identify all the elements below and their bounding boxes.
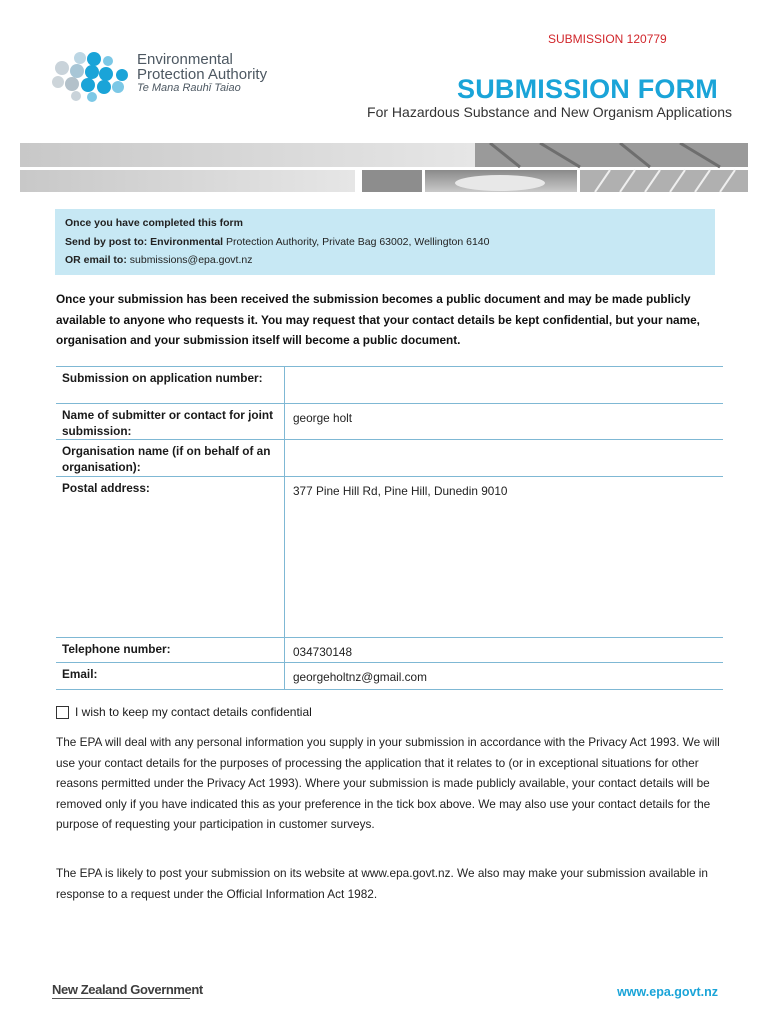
application-number-label: Submission on application number: — [56, 367, 285, 404]
confidential-checkbox-label: I wish to keep my contact details confidential — [75, 705, 312, 719]
privacy-paragraph: The EPA will deal with any personal information you supply in your submission in accordance with the Privacy Act 1993. We will use your contact details for the purposes of processing the application that it relates to (or in exceptional situations for other reasons permitted under the Privacy Act 1993). Where your submission is made publicly available, your contact details will be removed only if you have indicated this as your preference in the tick box above. We may also use your contact details for the purpose of requesting your participation in customer surveys. — [56, 735, 720, 831]
organisation-label: Organisation name (if on behalf of an organisation): — [56, 440, 285, 477]
submission-instructions-box — [55, 209, 715, 275]
email-instructions — [65, 254, 252, 266]
nz-government-logo: New Zealand Government — [52, 982, 203, 997]
row-application-number — [56, 367, 723, 404]
application-number-field[interactable] — [285, 367, 724, 404]
org-name-line2: Protection Authority — [137, 66, 268, 83]
submission-id: SUBMISSION 120779 — [548, 32, 667, 46]
form-subtitle: For Hazardous Substance and New Organism Applications — [367, 104, 732, 120]
submitter-name-label: Name of submitter or contact for joint submission: — [56, 404, 285, 440]
telephone-field[interactable]: 034730148 — [285, 638, 724, 663]
postal-address-field[interactable]: 377 Pine Hill Rd, Pine Hill, Dunedin 9010 — [285, 477, 724, 638]
email-address: submissions@epa.govt.nz — [126, 254, 253, 266]
row-postal-address — [56, 477, 723, 638]
website-paragraph: The EPA is likely to post your submission on its website at www.epa.govt.nz. We also may make your submission available in response to a request under the Official Information Act 1982. — [56, 866, 708, 901]
postal-address-label: Postal address: — [56, 477, 285, 638]
row-telephone — [56, 638, 723, 663]
epa-wordmark — [137, 52, 267, 94]
instructions-heading: Once you have completed this form — [65, 217, 243, 229]
confidential-checkbox[interactable] — [56, 706, 69, 719]
epa-website-link[interactable]: www.epa.govt.nz — [617, 985, 718, 999]
email-field[interactable]: georgeholtnz@gmail.com — [285, 663, 724, 690]
organisation-field[interactable] — [285, 440, 724, 477]
telephone-label: Telephone number: — [56, 638, 285, 663]
post-instructions — [65, 236, 489, 248]
public-document-notice: Once your submission has been received the submission becomes a public document and may be made publicly available to anyone who requests it. You may request that your contact details be kept confidential, but your name, organisation and your submission itself will become a public document. — [56, 292, 700, 347]
post-address: Protection Authority, Private Bag 63002, Wellington 6140 — [223, 236, 490, 248]
post-label: Send by post to: Environmental — [65, 236, 224, 248]
form-title: SUBMISSION FORM — [456, 74, 718, 104]
email-label: OR email to: — [65, 254, 127, 266]
email-label-cell: Email: — [56, 663, 285, 690]
row-email — [56, 663, 723, 690]
org-name-maori: Te Mana Rauhī Taiao — [137, 82, 241, 94]
banner-image-strip — [20, 143, 748, 192]
row-organisation — [56, 440, 723, 477]
nz-government-logo-rule — [52, 998, 190, 999]
org-name-line1: Environmental — [137, 51, 233, 68]
row-submitter-name — [56, 404, 723, 440]
confidential-option[interactable] — [56, 705, 312, 719]
submitter-details-table — [56, 366, 723, 690]
submitter-name-field[interactable]: george holt — [285, 404, 724, 440]
